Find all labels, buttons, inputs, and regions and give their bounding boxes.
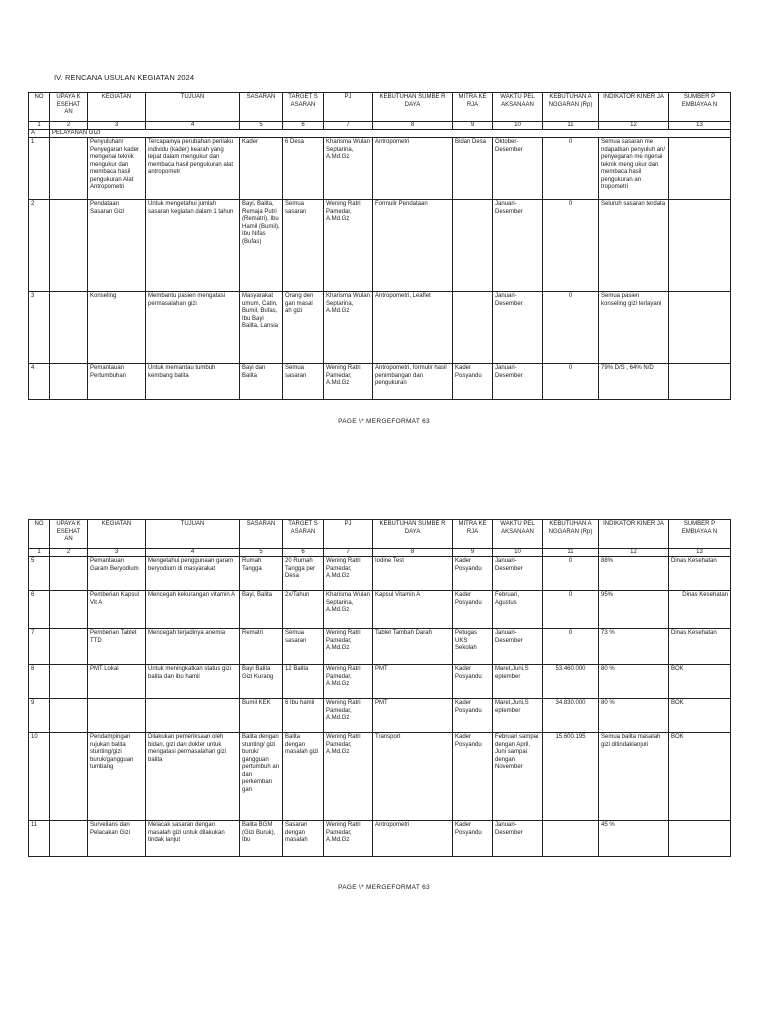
column-number: 7: [324, 122, 373, 130]
column-number: 4: [146, 549, 240, 557]
table-cell: Wening Ratri Pamedar, A.Md.Gz: [324, 200, 373, 292]
table-cell: Januari-Desember: [493, 364, 543, 400]
table-cell: Kader Posyandu: [453, 591, 493, 629]
table-cell: BOK: [669, 699, 731, 733]
table-cell: Penyuluhan/ Penyegaran kader mengenai teknik mengukur dan membaca hasil pengukuran Alat Antropometri: [88, 138, 146, 200]
table-cell: Rumah Tangga: [240, 557, 283, 591]
section-row: [29, 130, 731, 138]
column-header: MITRA KE RJA: [453, 520, 493, 549]
table-cell: [453, 200, 493, 292]
table-cell: Januari-Desember: [493, 821, 543, 857]
table-cell: Mencegah terjadinya anemia: [146, 629, 240, 665]
table-cell: Melacak sasaran dengan masalah gizi untuk dilakukan tindak lanjut: [146, 821, 240, 857]
section-code: A: [29, 130, 50, 138]
column-number: 7: [324, 549, 373, 557]
table-cell: Tercapainya perubahan perilaku individu (kader) kearah yang tepat dalam mengukur dan membaca hasil pengukuran alat antropometr: [146, 138, 240, 200]
column-header: KEBUTUHAN SUMBE R DAYA: [373, 93, 453, 122]
table-cell: [669, 821, 731, 857]
table-cell: Formulir Pendataan: [373, 200, 453, 292]
table-cell: Surveilans dan Pelacakan Gizi: [88, 821, 146, 857]
table-row: [29, 629, 731, 665]
table-cell: Wening Ratri Pamedar, A.Md.Gz: [324, 821, 373, 857]
table-cell: [50, 821, 88, 857]
column-header: UPAYA K ESEHAT AN: [50, 93, 88, 122]
table-cell: Bumil KEK: [240, 699, 283, 733]
column-number: 11: [543, 549, 599, 557]
table-cell: Dinas Kesehatan: [669, 591, 731, 629]
column-number: 2: [50, 549, 88, 557]
table-cell: 4: [29, 364, 50, 400]
table-row: [29, 591, 731, 629]
column-number: 3: [88, 122, 146, 130]
table-cell: Kharisma Wulan Septarina, A.Md.Gz: [324, 591, 373, 629]
table-cell: Pemantauan Pertumbuhan: [88, 364, 146, 400]
column-number: 8: [373, 122, 453, 130]
table-cell: Kapsul Vitamin A: [373, 591, 453, 629]
table-cell: Rematri: [240, 629, 283, 665]
table-cell: Antropometri: [373, 821, 453, 857]
table-cell: Semua sasaran: [283, 364, 324, 400]
table-row: [29, 557, 731, 591]
table-cell: 1: [29, 138, 50, 200]
table-cell: 80 %: [599, 699, 669, 733]
column-header: TUJUAN: [146, 520, 240, 549]
column-number: 5: [240, 549, 283, 557]
column-number: 8: [373, 549, 453, 557]
table-cell: Dinas Kesehatan: [669, 557, 731, 591]
column-number: 6: [283, 122, 324, 130]
table-row: [29, 733, 731, 821]
table-cell: Bayi, Balita, Remaja Putri (Rematri), Ibu Hamil (Bumil), Ibu Nifas (Bufas): [240, 200, 283, 292]
table-cell: 0: [543, 292, 599, 364]
table-cell: Pemberian Kapsul Vit A: [88, 591, 146, 629]
table-cell: Transport: [373, 733, 453, 821]
column-header: NO: [29, 93, 50, 122]
table-cell: Bidan Desa: [453, 138, 493, 200]
table-cell: Mencegah kekurangan vitamin A: [146, 591, 240, 629]
column-header: SASARAN: [240, 520, 283, 549]
column-number: 10: [493, 549, 543, 557]
table-cell: 9: [29, 699, 50, 733]
section-title: IV. RENCANA USULAN KEGIATAN 2024: [54, 73, 195, 82]
table-cell: Semua sasaran me ndapatkan penyuluh an/ penyegaran me ngenai teknik meng ukur dan membaca hasil pengukuran an tropometri: [599, 138, 669, 200]
table-cell: Januari-Desember: [493, 200, 543, 292]
table-row: [29, 699, 731, 733]
table-cell: 0: [543, 591, 599, 629]
table-cell: 0: [543, 364, 599, 400]
table-cell: Kader Posyandu: [453, 665, 493, 699]
table-cell: 0: [543, 200, 599, 292]
column-header: TARGET S ASARAN: [283, 93, 324, 122]
table-cell: [669, 292, 731, 364]
table-cell: Seluruh sasaran terdata: [599, 200, 669, 292]
table-cell: Februari sampai dengan April, Juni sampai dengan November: [493, 733, 543, 821]
table-cell: 7: [29, 629, 50, 665]
table-cell: 53.460.000: [543, 665, 599, 699]
table-cell: [50, 629, 88, 665]
table-cell: 10: [29, 733, 50, 821]
column-header: MITRA KE RJA: [453, 93, 493, 122]
header-row: [29, 93, 731, 122]
table-cell: Maret,Juni,S eptember: [493, 665, 543, 699]
column-number: 13: [669, 122, 731, 130]
table-row: [29, 138, 731, 200]
table-cell: Bayi dan Balita: [240, 364, 283, 400]
table-row: [29, 200, 731, 292]
column-header: PJ: [324, 520, 373, 549]
column-number: 13: [669, 549, 731, 557]
table-cell: Kader Posyandu: [453, 557, 493, 591]
table-cell: 8: [29, 665, 50, 699]
table-cell: 2: [29, 200, 50, 292]
table-cell: Kader Posyandu: [453, 821, 493, 857]
table-cell: Membantu pasien mengatasi permasalahan gizi: [146, 292, 240, 364]
table-cell: PMT: [373, 699, 453, 733]
table-cell: Wening Ratri Pamedar, A.Md.Gz: [324, 699, 373, 733]
table-cell: Semua sasaran: [283, 200, 324, 292]
table-cell: Januari-Desember: [493, 557, 543, 591]
page-footer: PAGE \* MERGEFORMAT 63: [338, 884, 430, 891]
table-cell: [453, 292, 493, 364]
table-cell: Tablet Tambah Darah: [373, 629, 453, 665]
column-header: WAKTU PEL AKSANAAN: [493, 520, 543, 549]
table-cell: BOK: [669, 665, 731, 699]
column-header: PJ: [324, 93, 373, 122]
table-cell: Wening Ratri Pamedar, A.Md.Gz: [324, 733, 373, 821]
table-cell: Dilakukan pemeriksaan oleh bidan, gizi dan dokter untuk mengatasi permasalahan gizi balita: [146, 733, 240, 821]
kegiatan-table-page-2: [28, 519, 730, 857]
column-header: SUMBER P EMBIAYAA N: [669, 520, 731, 549]
table-cell: Semua sasaran: [283, 629, 324, 665]
table-cell: Januari-Desember: [493, 292, 543, 364]
table-cell: Kharisma Wulan Septarina, A.Md.Gz: [324, 138, 373, 200]
column-header: SASARAN: [240, 93, 283, 122]
table-cell: [669, 138, 731, 200]
column-header: INDIKATOR KINER JA: [599, 93, 669, 122]
table-cell: 79% D/S , 64% N/D: [599, 364, 669, 400]
table-cell: [50, 364, 88, 400]
table-cell: [669, 364, 731, 400]
table-cell: Untuk memantau tumbuh kembang balita: [146, 364, 240, 400]
column-header: KEGIATAN: [88, 93, 146, 122]
table-cell: 3: [29, 292, 50, 364]
table-cell: Mengetahui penggunaan garam beryodium di masyarakat: [146, 557, 240, 591]
kegiatan-table: [28, 92, 731, 400]
table-cell: Dinas Kesehatan: [669, 629, 731, 665]
table-cell: Wening Ratri Pamedar, A.Md.Gz: [324, 364, 373, 400]
column-header: KEGIATAN: [88, 520, 146, 549]
table-cell: Bayi, Balita: [240, 591, 283, 629]
table-cell: Antropometri, Leaflet: [373, 292, 453, 364]
table-cell: Wening Ratri Pamedar, A.Md.Gz: [324, 629, 373, 665]
table-cell: Pendampingan rujukan balita stunting/gizi buruk/gangguan tumbang: [88, 733, 146, 821]
table-cell: Kader Posyandu: [453, 364, 493, 400]
column-number: 12: [599, 122, 669, 130]
column-number: 9: [453, 549, 493, 557]
table-cell: 95%: [599, 591, 669, 629]
column-header: UPAYA K ESEHAT AN: [50, 520, 88, 549]
table-cell: 0: [543, 138, 599, 200]
column-header: SUMBER P EMBIAYAA N: [669, 93, 731, 122]
column-number: 3: [88, 549, 146, 557]
table-cell: PMT: [373, 665, 453, 699]
table-cell: Semua balita masalah gizi ditindaklanjuti: [599, 733, 669, 821]
table-cell: Kader: [240, 138, 283, 200]
table-cell: [50, 200, 88, 292]
table-cell: Wening Ratri Pamedar, A.Md.Gz: [324, 665, 373, 699]
column-header: TUJUAN: [146, 93, 240, 122]
table-cell: Pemantauan Garam Beryodium: [88, 557, 146, 591]
column-number: 5: [240, 122, 283, 130]
table-cell: Konseling: [88, 292, 146, 364]
column-header: KEBUTUHAN A NGGARAN (Rp): [543, 520, 599, 549]
table-cell: [146, 699, 240, 733]
section-label: PELAYANAN GIZI: [50, 130, 731, 138]
table-cell: [50, 733, 88, 821]
table-row: [29, 821, 731, 857]
kegiatan-table-page-1: [28, 92, 730, 400]
column-number-row: [29, 549, 731, 557]
column-header: KEBUTUHAN SUMBE R DAYA: [373, 520, 453, 549]
table-cell: 11: [29, 821, 50, 857]
table-cell: [50, 557, 88, 591]
table-cell: Kader Posyandu: [453, 733, 493, 821]
table-cell: 0: [543, 557, 599, 591]
table-cell: 80 %: [599, 665, 669, 699]
kegiatan-table: [28, 519, 731, 857]
column-number: 1: [29, 122, 50, 130]
table-cell: Untuk meningkatkan status gizi balita dan ibu hamil: [146, 665, 240, 699]
table-cell: [50, 699, 88, 733]
table-cell: 6: [29, 591, 50, 629]
table-cell: Oktober-Desember: [493, 138, 543, 200]
column-number: 9: [453, 122, 493, 130]
table-cell: BOK: [669, 733, 731, 821]
table-cell: Balita BGM (Gizi Buruk), Ibu: [240, 821, 283, 857]
table-cell: Balita dengan stunting/ gizi buruk/ gangguan pertumbuh an dan perkemban gan: [240, 733, 283, 821]
table-cell: [50, 292, 88, 364]
column-number: 4: [146, 122, 240, 130]
column-number: 10: [493, 122, 543, 130]
table-cell: 5: [29, 557, 50, 591]
table-cell: [50, 138, 88, 200]
table-cell: 45 %: [599, 821, 669, 857]
table-cell: Maret,Juni,S eptember: [493, 699, 543, 733]
table-cell: Pemberian Tablet TTD: [88, 629, 146, 665]
column-number-row: [29, 122, 731, 130]
table-cell: [50, 665, 88, 699]
table-cell: 6 Ibu hamil: [283, 699, 324, 733]
page-footer: PAGE \* MERGEFORMAT 63: [338, 418, 430, 425]
table-cell: PMT Lokal: [88, 665, 146, 699]
column-header: WAKTU PEL AKSANAAN: [493, 93, 543, 122]
column-header: TARGET S ASARAN: [283, 520, 324, 549]
column-number: 12: [599, 549, 669, 557]
table-cell: 20 Rumah Tangga per Desa: [283, 557, 324, 591]
table-cell: Sasaran dengan masalah: [283, 821, 324, 857]
column-header: KEBUTUHAN A NGGARAN (Rp): [543, 93, 599, 122]
table-cell: [88, 699, 146, 733]
table-cell: Balita dengan masalah gizi: [283, 733, 324, 821]
column-header: INDIKATOR KINER JA: [599, 520, 669, 549]
table-cell: Kader Posyandu: [453, 699, 493, 733]
table-cell: [669, 200, 731, 292]
column-number: 1: [29, 549, 50, 557]
table-cell: Untuk mengetahui jumlah sasaran kegiatan dalam 1 tahun: [146, 200, 240, 292]
table-cell: 15.600.195: [543, 733, 599, 821]
table-row: [29, 292, 731, 364]
table-cell: 0: [543, 629, 599, 665]
table-cell: 6 Desa: [283, 138, 324, 200]
column-header: NO: [29, 520, 50, 549]
table-cell: Wening Ratri Pamedar, A.Md.Gz: [324, 557, 373, 591]
table-cell: Petugas UKS Sekolah: [453, 629, 493, 665]
table-row: [29, 665, 731, 699]
table-cell: 12 Balita: [283, 665, 324, 699]
table-cell: Antropometri, formulir hasil penimbangan dan pengukuran: [373, 364, 453, 400]
table-row: [29, 364, 731, 400]
table-cell: Orang den gan masal ah gizi: [283, 292, 324, 364]
table-cell: [543, 821, 599, 857]
column-number: 2: [50, 122, 88, 130]
table-cell: Bayi Balita Gizi Kurang: [240, 665, 283, 699]
header-row: [29, 520, 731, 549]
table-cell: Januari-Desember: [493, 629, 543, 665]
table-cell: [50, 591, 88, 629]
table-cell: 34.830.000: [543, 699, 599, 733]
table-cell: 2x/Tahun: [283, 591, 324, 629]
table-cell: Pendataan Sasaran Gizi: [88, 200, 146, 292]
table-cell: Kharisma Wulan Septarina, A.Md.Gz: [324, 292, 373, 364]
table-cell: Antropometri: [373, 138, 453, 200]
table-cell: 73 %: [599, 629, 669, 665]
table-cell: Iodine Test: [373, 557, 453, 591]
column-number: 11: [543, 122, 599, 130]
table-cell: Masyarakat umum, Catin, Bumil, Bufas, Ibu Bayi Balita, Lansia: [240, 292, 283, 364]
table-cell: Februari, Agustus: [493, 591, 543, 629]
table-cell: Semua pasien konseling gizi terlayani: [599, 292, 669, 364]
table-cell: 88%: [599, 557, 669, 591]
column-number: 6: [283, 549, 324, 557]
